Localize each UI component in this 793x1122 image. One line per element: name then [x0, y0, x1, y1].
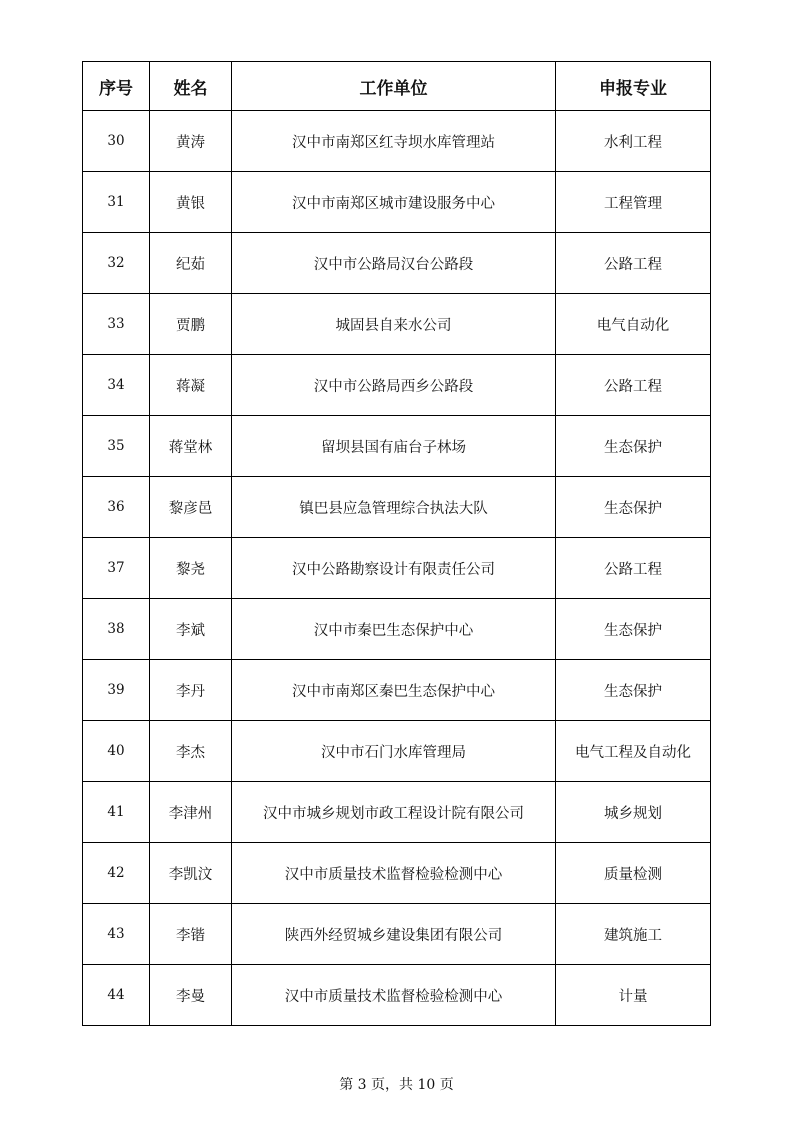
cell-unit: 汉中市南郑区秦巴生态保护中心 [232, 660, 556, 721]
cell-number: 44 [83, 965, 150, 1026]
cell-number: 39 [83, 660, 150, 721]
table-row [83, 233, 711, 294]
cell-unit: 汉中市石门水库管理局 [232, 721, 556, 782]
cell-name: 李杰 [150, 721, 232, 782]
cell-major: 生态保护 [556, 477, 711, 538]
cell-unit: 汉中市秦巴生态保护中心 [232, 599, 556, 660]
cell-unit: 汉中市城乡规划市政工程设计院有限公司 [232, 782, 556, 843]
cell-major: 建筑施工 [556, 904, 711, 965]
cell-name: 黄银 [150, 172, 232, 233]
table-row [83, 172, 711, 233]
roster-table [82, 61, 711, 1026]
cell-name: 贾鹏 [150, 294, 232, 355]
cell-major: 工程管理 [556, 172, 711, 233]
cell-name: 黎彦邑 [150, 477, 232, 538]
table-row [83, 721, 711, 782]
cell-major: 电气自动化 [556, 294, 711, 355]
header-name: 姓名 [150, 62, 232, 111]
cell-unit: 汉中市质量技术监督检验检测中心 [232, 965, 556, 1026]
table-row [83, 843, 711, 904]
table-row [83, 904, 711, 965]
cell-major: 生态保护 [556, 660, 711, 721]
cell-name: 黎尧 [150, 538, 232, 599]
table-row [83, 538, 711, 599]
table-body [83, 111, 711, 1026]
cell-major: 生态保护 [556, 416, 711, 477]
cell-name: 李丹 [150, 660, 232, 721]
cell-major: 质量检测 [556, 843, 711, 904]
cell-unit: 汉中市公路局汉台公路段 [232, 233, 556, 294]
cell-major: 电气工程及自动化 [556, 721, 711, 782]
cell-major: 公路工程 [556, 355, 711, 416]
table-row [83, 965, 711, 1026]
cell-number: 35 [83, 416, 150, 477]
page-number-footer: 第 3 页，共 10 页 [339, 1077, 454, 1093]
cell-major: 公路工程 [556, 233, 711, 294]
table-row [83, 355, 711, 416]
table-row [83, 416, 711, 477]
cell-name: 李津州 [150, 782, 232, 843]
table-row [83, 294, 711, 355]
cell-name: 蒋堂林 [150, 416, 232, 477]
cell-major: 水利工程 [556, 111, 711, 172]
header-major: 申报专业 [556, 62, 711, 111]
cell-number: 31 [83, 172, 150, 233]
cell-major: 计量 [556, 965, 711, 1026]
cell-unit: 汉中市南郑区城市建设服务中心 [232, 172, 556, 233]
cell-number: 40 [83, 721, 150, 782]
table-row [83, 111, 711, 172]
header-unit: 工作单位 [232, 62, 556, 111]
cell-number: 33 [83, 294, 150, 355]
cell-number: 30 [83, 111, 150, 172]
cell-unit: 汉中公路勘察设计有限责任公司 [232, 538, 556, 599]
cell-number: 42 [83, 843, 150, 904]
cell-name: 李锴 [150, 904, 232, 965]
table-row [83, 782, 711, 843]
table-row [83, 477, 711, 538]
cell-major: 公路工程 [556, 538, 711, 599]
table-header-row [83, 62, 711, 111]
cell-unit: 汉中市质量技术监督检验检测中心 [232, 843, 556, 904]
cell-name: 纪茹 [150, 233, 232, 294]
cell-unit: 留坝县国有庙台子林场 [232, 416, 556, 477]
cell-name: 黄涛 [150, 111, 232, 172]
cell-major: 生态保护 [556, 599, 711, 660]
table-row [83, 599, 711, 660]
cell-number: 37 [83, 538, 150, 599]
cell-number: 34 [83, 355, 150, 416]
cell-number: 36 [83, 477, 150, 538]
cell-number: 43 [83, 904, 150, 965]
cell-name: 李曼 [150, 965, 232, 1026]
cell-number: 41 [83, 782, 150, 843]
cell-unit: 城固县自来水公司 [232, 294, 556, 355]
cell-name: 李斌 [150, 599, 232, 660]
cell-unit: 陕西外经贸城乡建设集团有限公司 [232, 904, 556, 965]
cell-unit: 汉中市公路局西乡公路段 [232, 355, 556, 416]
cell-number: 32 [83, 233, 150, 294]
cell-major: 城乡规划 [556, 782, 711, 843]
cell-unit: 汉中市南郑区红寺坝水库管理站 [232, 111, 556, 172]
cell-number: 38 [83, 599, 150, 660]
cell-name: 蒋凝 [150, 355, 232, 416]
table-row [83, 660, 711, 721]
cell-unit: 镇巴县应急管理综合执法大队 [232, 477, 556, 538]
cell-name: 李凯汶 [150, 843, 232, 904]
header-number: 序号 [83, 62, 150, 111]
